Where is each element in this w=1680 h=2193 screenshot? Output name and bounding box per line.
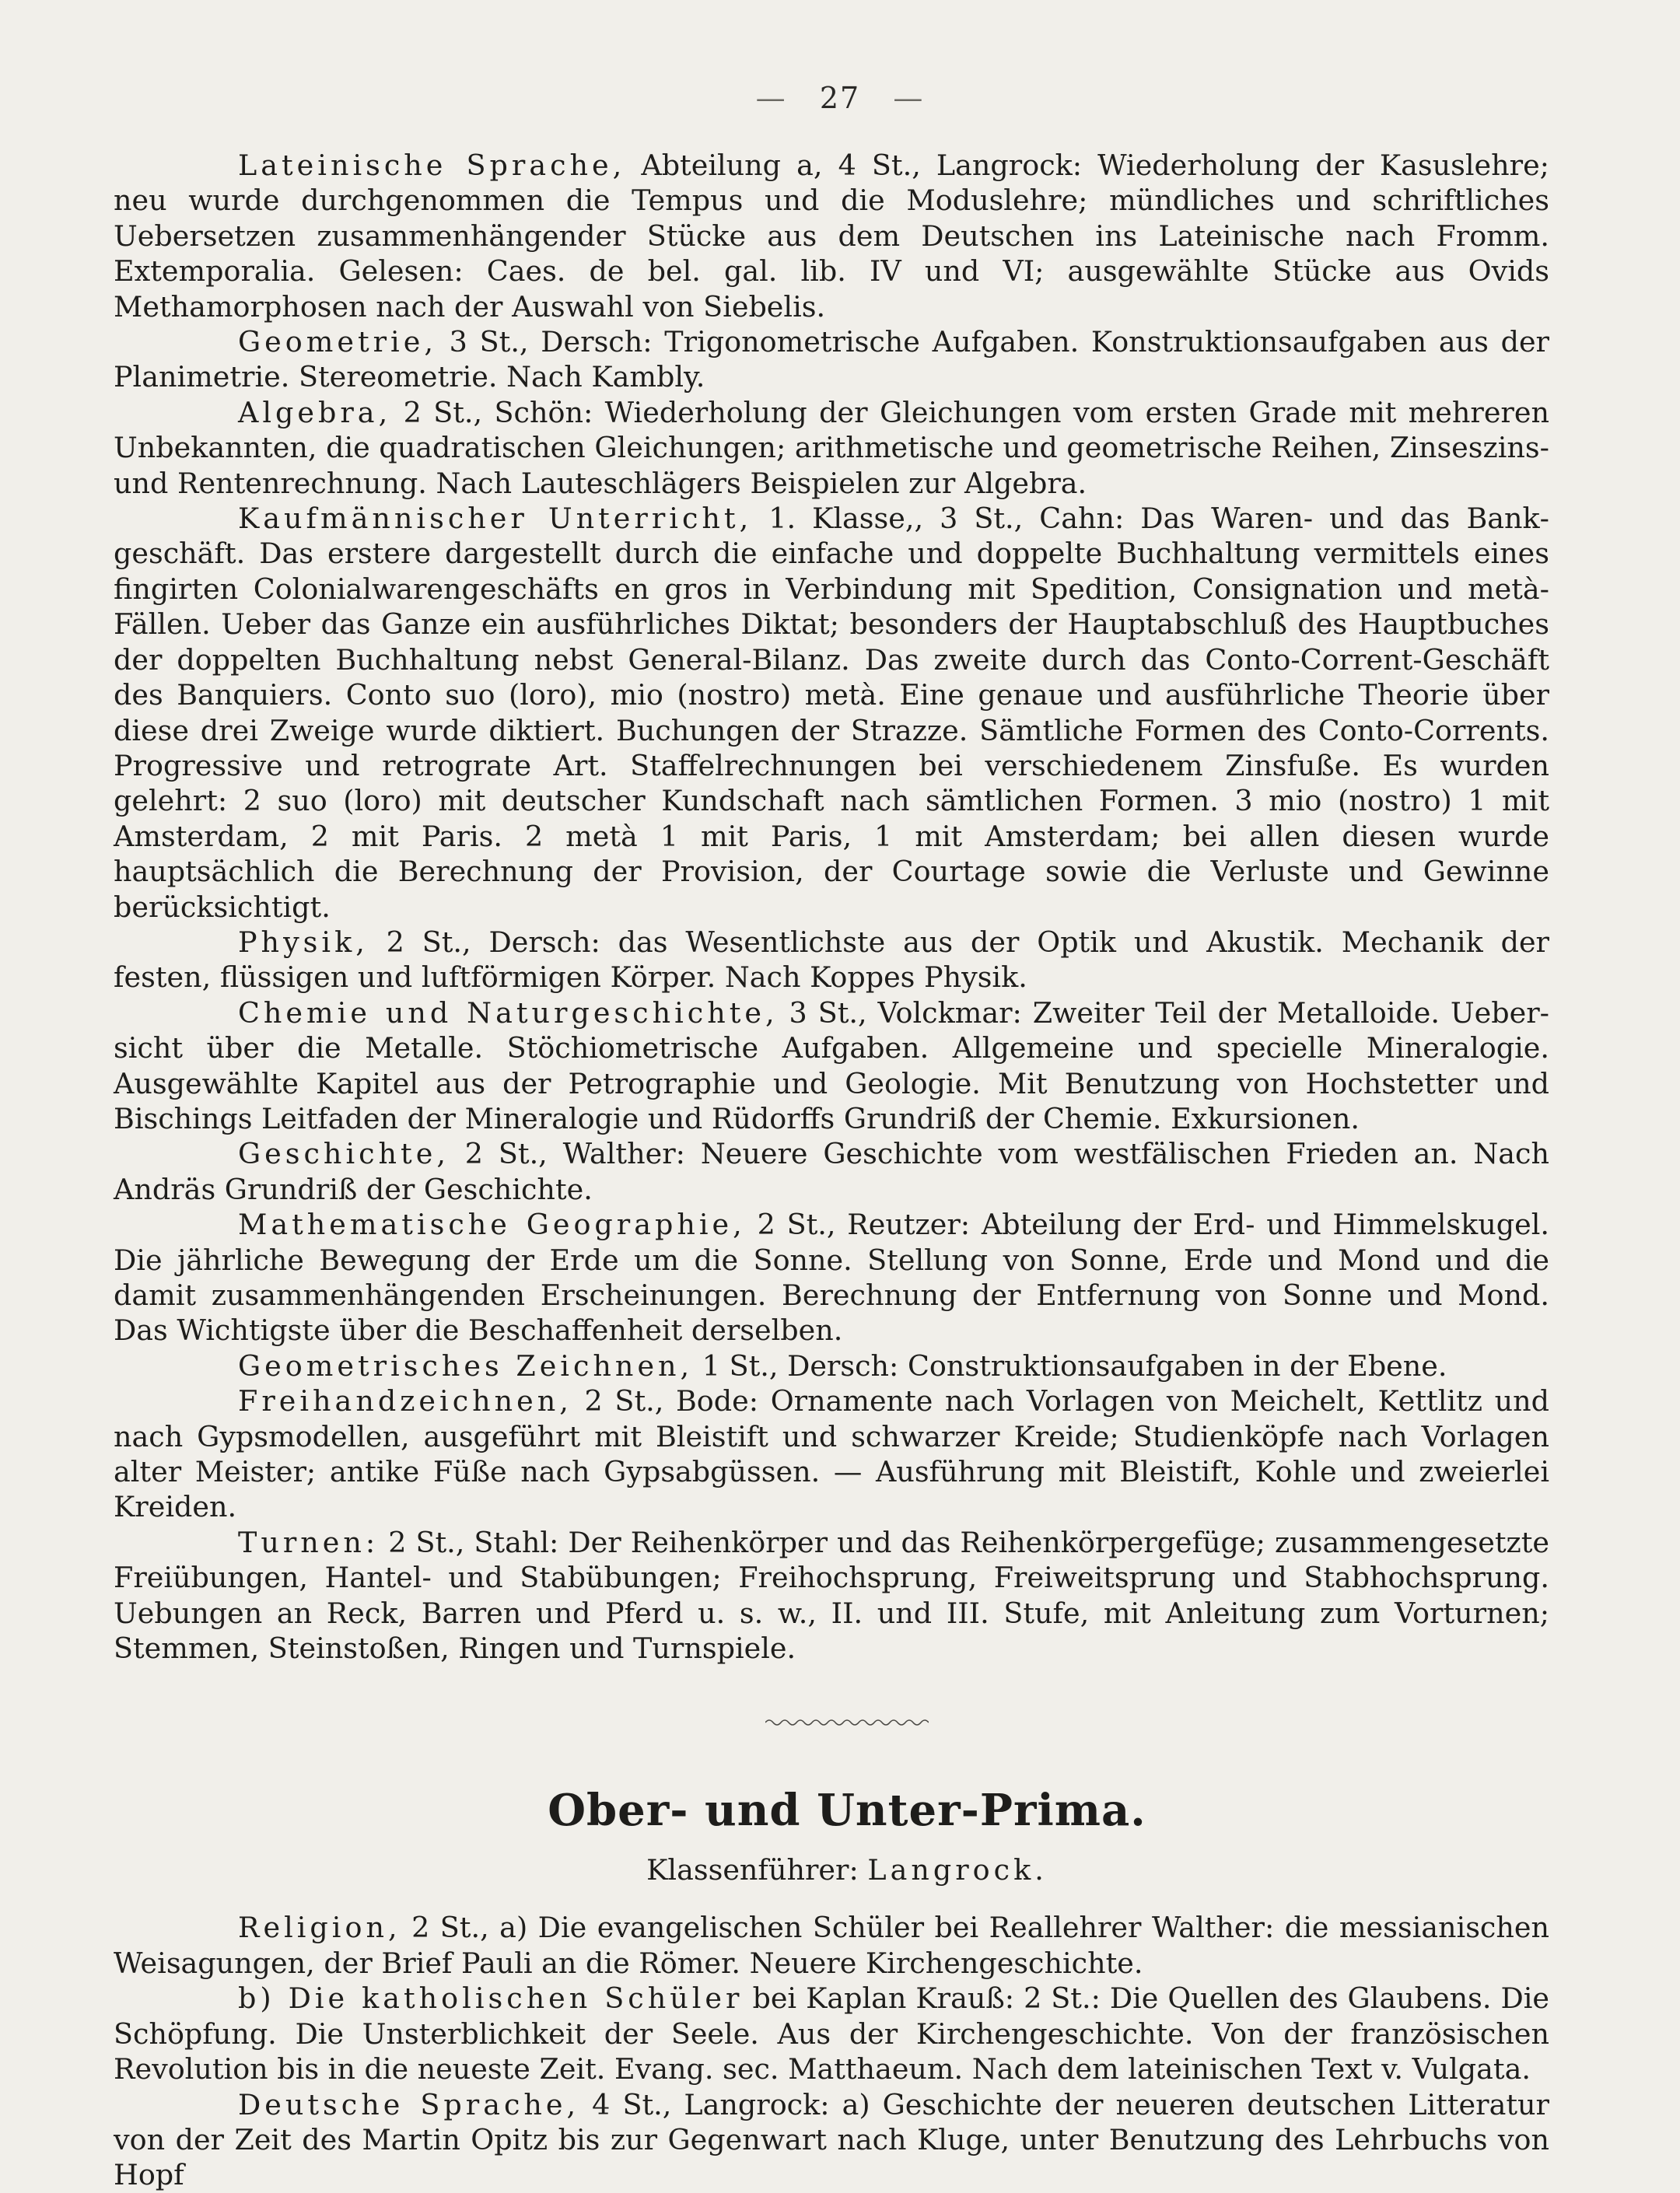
page-number-dash-left: — [755,81,787,115]
paragraph-lead: Geometrisches Zeichnen, [238,1348,694,1383]
paragraph-text: 3 St., Volckmar: Zweiter Teil der Metalloide. Uebersicht über die Metalle. Stöchiometrische Aufgaben. Allgemeine und specielle Mineralogie. Ausgewählte Kapitel aus der Petrographie und Geologie. Mit Benutzung von Hochstetter und Bischings Leitfaden der Mineralogie und Rüdorffs Grundriß der Chemie. Exkursionen. [114,995,1550,1135]
paragraph-lead: Algebra, [238,395,392,429]
paragraph-lead: Lateinische Sprache, [238,149,626,182]
paragraph-lead: Physik, [238,925,369,959]
paragraph-text: 2 St., Schön: Wiederholung der Gleichungen vom ersten Grade mit mehreren Unbekannten, die quadratischen Gleichungen; arithmetische und geometrische Reihen, Zinseszins- und Rentenrechnung. Nach Lauteschlägers Beispielen zur Algebra. [114,395,1549,500]
paragraph-lead: Mathematische Geographie, [238,1208,746,1242]
wavy-divider-icon [765,1717,929,1728]
class-leader-label: Klassenführer: [646,1853,859,1887]
upper-section [114,148,1549,1666]
paragraph-latin [114,148,1549,324]
paragraph-lead: Geschichte, [238,1137,450,1171]
decorative-divider [765,1717,929,1728]
paragraph-lead: Chemie und Naturgeschichte, [238,995,779,1030]
paragraph-geometry [114,324,1549,395]
paragraph-text: 2 St., Stahl: Der Reihenkörper und das Reihenkörpergefüge; zusammengesetzte Freiübungen, Hantel- und Stabübungen; Freihochsprung, Freiweitsprung und Stabhochsprung. Uebungen an Reck, Barren und Pferd u. s. w., II. und III. Stufe, mit Anleitung zum Vorturnen; Stemmen, Steinstoßen, Ringen und Turnspiele. [114,1525,1549,1666]
paragraph-lead: Kaufmännischer Unterricht, [238,502,753,536]
paragraph-text: 2 St., Dersch: das Wesentlichste aus der Optik und Akustik. Mechanik der festen, flüssigen und luftförmigen Körper. Nach Koppes Physik. [114,925,1549,995]
paragraph-religion-catholic [114,1981,1549,2086]
class-leader-name: Langrock. [867,1853,1048,1887]
paragraph-text: 2 St., Walther: Neuere Geschichte vom westfälischen Frieden an. Nach Andräs Grundriß der Geschichte. [114,1137,1549,1206]
paragraph-lead: Geometrie, [238,325,437,359]
paragraph-lead: Religion, [238,1911,401,1945]
paragraph-math-geography [114,1207,1549,1348]
page-number-dash-right: — [893,81,925,115]
paragraph-german [114,2087,1549,2193]
paragraph-text: 2 St., Reutzer: Abteilung der Erd- und Himmelskugel. Die jährliche Bewegung der Erde um die Sonne. Stellung von Sonne, Erde und Mond und die damit zusammenhängenden Erscheinungen. Berechnung der Entfernung von Sonne und Mond. Das Wichtigste über die Beschaffenheit derselben. [114,1208,1549,1348]
paragraph-gymnastics [114,1525,1549,1667]
paragraph-text: 2 St., a) Die evangelischen Schüler bei Reallehrer Walther: die messianischen Weisagungen, der Brief Pauli an die Römer. Neuere Kirchengeschichte. [114,1911,1549,1980]
paragraph-religion [114,1910,1549,1981]
class-leader-line [129,1852,1565,1888]
page-number: 27 [819,81,861,115]
prima-section [114,1910,1549,2192]
paragraph-history [114,1136,1549,1207]
paragraph-text: Abteilung a, 4 St., Langrock: Wiederholung der Kasuslehre; neu wurde durchgenommen die Tempus und die Moduslehre; mündliches und schriftliches Uebersetzen zusammenhängender Stücke aus dem Deutschen ins Lateinische nach Fromm. Extemporalia. Gelesen: Caes. de bel. gal. lib. IV und VI; ausgewählte Stücke aus Ovids Methamorphosen nach der Auswahl von Siebelis. [114,149,1549,324]
paragraph-commerce [114,501,1549,925]
paragraph-freehand-drawing [114,1383,1549,1525]
paragraph-text: 4 St., Langrock: a) Geschichte der neueren deutschen Litteratur von der Zeit des Martin Opitz bis zur Gegenwart nach Kluge, unter Benutzung des Lehrbuchs von Hopf [114,2087,1549,2192]
paragraph-text: bei Kaplan Krauß: 2 St.: Die Quellen des Glaubens. Die Schöpfung. Die Unsterblichkeit der Seele. Aus der Kirchengeschichte. Von der französischen Revolution bis in die neueste Zeit. Evang. sec. Matthaeum. Nach dem lateinischen Text v. Vulgata. [114,1981,1549,2086]
paragraph-lead: Deutsche Sprache, [238,2087,580,2121]
paragraph-text: 2 St., Bode: Ornamente nach Vorlagen von Meichelt, Kettlitz und nach Gypsmodellen, ausgeführt mit Bleistift und schwarzer Kreide; Studienköpfe nach Vorlagen alter Meister; antike Füße nach Gypsabgüssen. — Ausführung mit Bleistift, Kohle und zweierlei Kreiden. [114,1384,1549,1524]
section-title: Ober- und Unter-Prima. [548,1785,1146,1837]
paragraph-text: 1 St., Dersch: Construktionsaufgaben in der Ebene. [693,1348,1447,1383]
page-body [114,148,1549,2193]
paragraph-algebra [114,395,1549,501]
paragraph-physics [114,925,1549,995]
paragraph-text: 3 St., Dersch: Trigonometrische Aufgaben. Konstruktionsaufgaben aus der Planimetrie. Stereometrie. Nach Kambly. [114,325,1549,394]
paragraph-lead: Turnen: [238,1525,380,1559]
paragraph-lead: Freihandzeichnen, [238,1384,572,1418]
paragraph-geometric-drawing [114,1348,1549,1383]
paragraph-lead: b) Die katholischen Schüler [238,1981,744,2016]
paragraph-text: 1. Klasse,, 3 St., Cahn: Das Waren- und das Bankgeschäft. Das erstere dargestellt durch die einfache und doppelte Buchhaltung vermittels eines fingirten Colonialwarengeschäfts en gros in Verbindung mit Spedition, Consignation und metà-Fällen. Ueber das Ganze ein ausführliches Diktat; besonders der Hauptabschluß des Hauptbuches der doppelten Buchhaltung nebst General-Bilanz. Das zweite durch das Conto-Corrent-Geschäft des Banquiers. Conto suo (loro), mio (nostro) metà. Eine genaue und ausführliche Theorie über diese drei Zweige wurde diktiert. Buchungen der Strazze. Sämtliche Formen des Conto-Corrents. Progressive und retrograte Art. Staffelrechnungen bei verschiedenem Zinsfuße. Es wurden gelehrt: 2 suo (loro) mit deutscher Kundschaft nach sämtlichen Formen. 3 mio (nostro) 1 mit Amsterdam, 2 mit Paris. 2 metà 1 mit Paris, 1 mit Amsterdam; bei allen diesen wurde hauptsächlich die Berechnung der Provision, der Courtage sowie die Verluste und Gewinne berücksichtigt. [114,502,1549,924]
page-number-line [0,81,1680,115]
paragraph-chemistry [114,995,1549,1137]
